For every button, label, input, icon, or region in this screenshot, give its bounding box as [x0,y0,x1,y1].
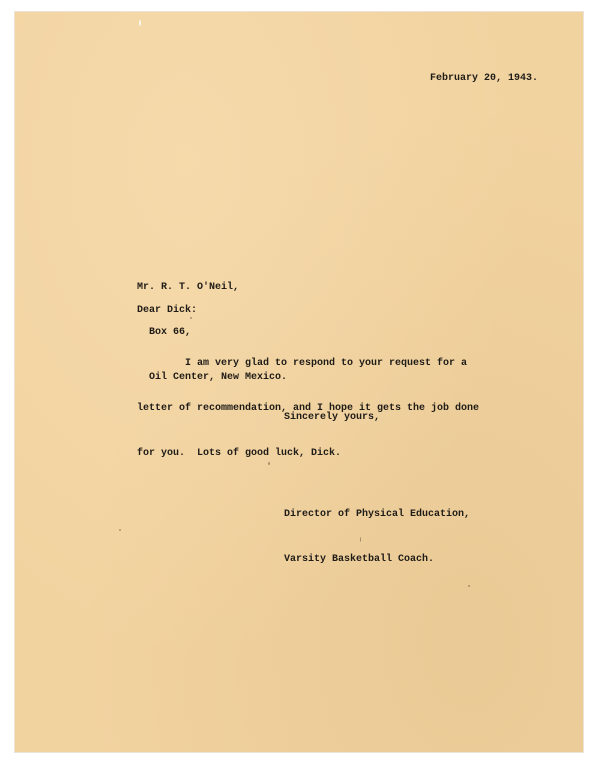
paper-speck [190,317,192,319]
recipient-city: Oil Center, New Mexico. [149,372,288,383]
signature-block [284,477,470,597]
letter-body [137,326,479,491]
body-line-1: I am very glad to respond to your request for a [137,358,468,369]
paper-speck [360,537,361,542]
signature-title-1: Director of Physical Education, [284,509,471,520]
body-line-3: for you. Lots of good luck, Dick. [137,448,342,459]
closing: Sincerely yours, [284,412,381,423]
letter-page [15,12,583,752]
letter-date: February 20, 1943. [430,73,539,84]
paper-speck [119,529,121,531]
paper-speck [139,20,141,26]
salutation: Dear Dick: [137,305,198,316]
recipient-name: Mr. R. T. O'Neil, [137,282,240,293]
signature-title-2: Varsity Basketball Coach. [284,554,435,565]
paper-speck [268,462,270,465]
body-line-2: letter of recommendation, and I hope it gets the job done [137,403,480,414]
recipient-box: Box 66, [149,327,192,338]
paper-speck [468,585,470,587]
